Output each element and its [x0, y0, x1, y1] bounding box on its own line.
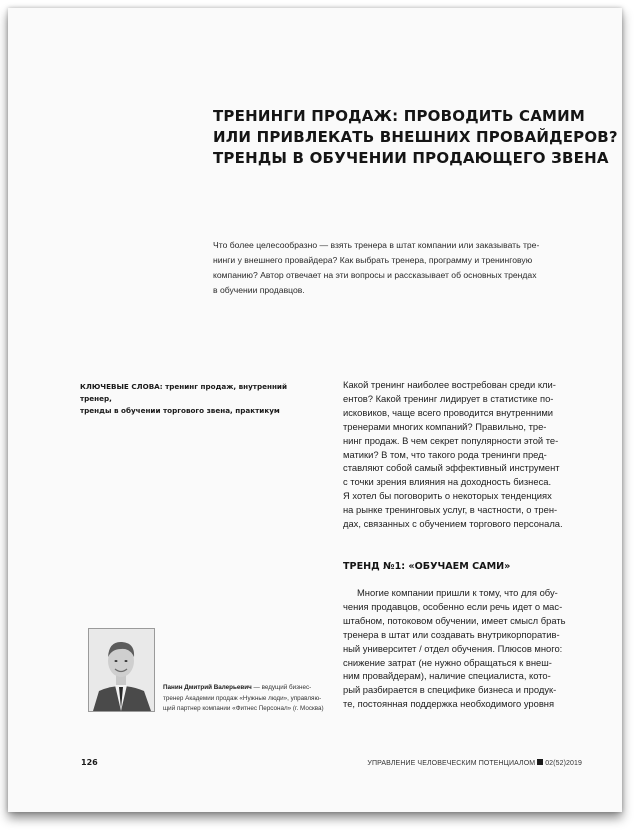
title-line: ТРЕНИНГИ ПРОДАЖ: ПРОВОДИТЬ САМИМ	[213, 107, 586, 125]
title-line: ТРЕНДЫ В ОБУЧЕНИИ ПРОДАЮЩЕГО ЗВЕНА	[213, 149, 609, 167]
body-line: дах, связанных с обучением торгового персонала.	[343, 518, 563, 530]
body-line: нинг продаж. В чем секрет популярности этой те-	[343, 434, 559, 446]
body-line: ентов? Какой тренинг лидирует в статистике по-	[343, 392, 554, 404]
body-line: исковиков, чаще всего проводится внутренними	[343, 406, 553, 418]
body-line: чения продавцов, особенно если речь идет о мас-	[343, 600, 563, 612]
body-line: тренера в штат или создавать внутрикорпоратив-	[343, 628, 560, 640]
body-line: матики? В том, что такого рода тренинги пред-	[343, 448, 547, 460]
body-line: ставляют собой самый эффективный инструмент	[343, 462, 560, 474]
body-line: снижение затрат (не нужно обращаться к внеш-	[343, 656, 552, 668]
body-line: ный университет / отдел обучения. Плюсов много:	[343, 642, 563, 654]
author-desc-line: тренер Академии продаж «Нужные люди», управляю-	[163, 694, 322, 702]
article-title	[213, 106, 618, 169]
author-name: Панин Дмитрий Валерьевич	[163, 684, 252, 691]
trend-heading: ТРЕНД №1: «ОБУЧАЕМ САМИ»	[343, 561, 511, 572]
body-line: те, постоянная поддержка необходимого уровня	[343, 698, 555, 710]
author-portrait-image	[89, 629, 154, 711]
author-photo	[88, 628, 155, 712]
journal-name: УПРАВЛЕНИЕ ЧЕЛОВЕЧЕСКИМ ПОТЕНЦИАЛОМ	[367, 760, 536, 767]
body-line: рый разбирается в специфике бизнеса и продук-	[343, 684, 557, 696]
lead-line: нинги у внешнего провайдера? Как выбрать тренера, программу и тренинговую	[213, 255, 533, 265]
body-line: ним провайдерам), наличие специалиста, кото-	[343, 670, 551, 682]
body-line	[343, 586, 598, 600]
title-line: ИЛИ ПРИВЛЕКАТЬ ВНЕШНИХ ПРОВАЙДЕРОВ?	[213, 128, 618, 146]
author-desc-line: — ведущий бизнес-	[251, 684, 312, 691]
body-line: Какой тренинг наиболее востребован среди кли-	[343, 379, 556, 390]
body-line: Я хотел бы поговорить о некоторых тенденциях	[343, 490, 552, 502]
article-lead	[213, 238, 598, 298]
keywords-line: КЛЮЧЕВЫЕ СЛОВА: тренинг продаж, внутренний тренер,	[80, 382, 287, 403]
page-number: 126	[81, 758, 98, 767]
magazine-page	[8, 8, 622, 812]
body-line: на рынке тренинговых услуг, в частности, о трен-	[343, 504, 558, 516]
author-caption	[163, 683, 338, 715]
lead-line: компанию? Автор отвечает на эти вопросы и рассказывает об основных трендах	[213, 270, 537, 280]
keywords-block	[80, 381, 315, 417]
body-line: тренерами многих компаний? Правильно, тре-	[343, 420, 547, 432]
journal-footer	[367, 759, 582, 767]
body-line: с точки зрения влияния на доходность бизнеса.	[343, 476, 552, 488]
body-paragraph-intro	[343, 378, 598, 531]
body-paragraph-trend1	[343, 586, 598, 711]
author-desc-line: щий партнер компании «Фитнес Персонал» (г. Москва)	[163, 705, 324, 712]
square-bullet-icon	[537, 759, 543, 765]
journal-issue: 02(52)2019	[545, 760, 582, 767]
body-line-text: Многие компании пришли к тому, что для обу-	[357, 587, 558, 598]
lead-line: в обучении продавцов.	[213, 285, 305, 295]
lead-line: Что более целесообразно — взять тренера в штат компании или заказывать тре-	[213, 240, 540, 250]
keywords-line: тренды в обучении торгового звена, практикум	[80, 406, 280, 415]
body-line: штабном, потоковом обучении, имеет смысл брать	[343, 614, 566, 626]
